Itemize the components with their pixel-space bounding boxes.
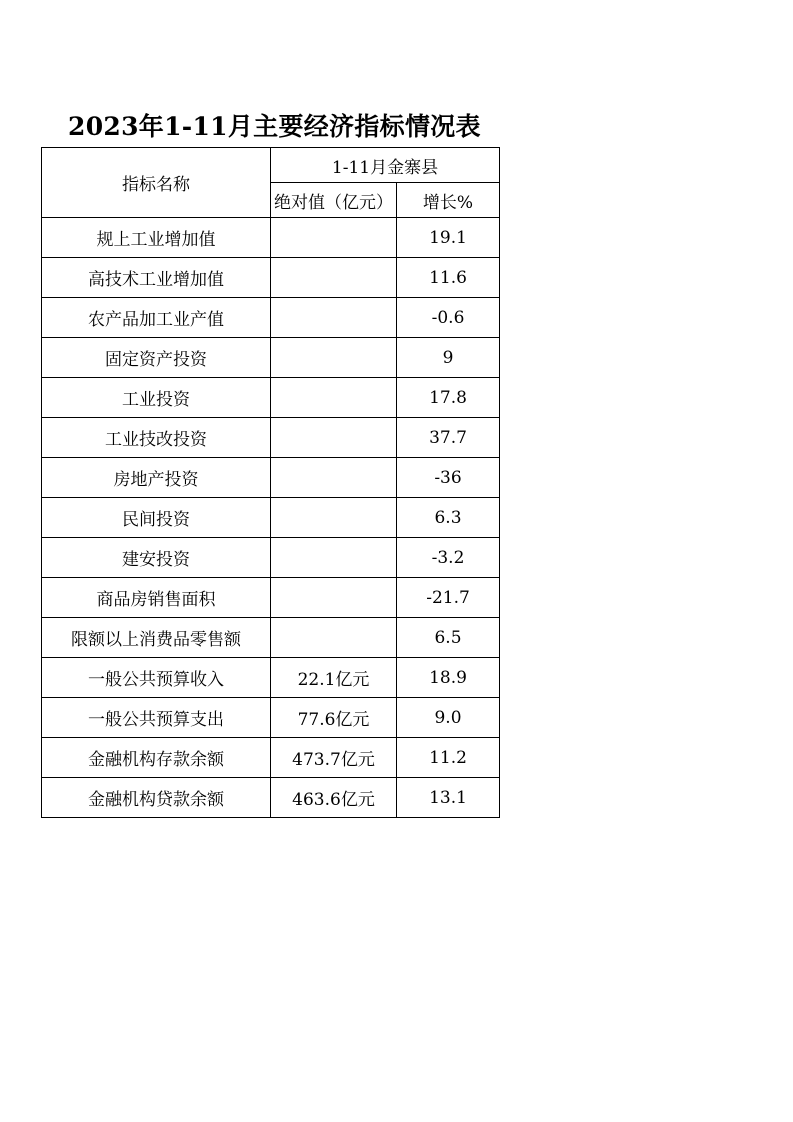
absolute-value-cell: 463.6亿元: [271, 778, 397, 818]
growth-cell: 9.0: [397, 698, 500, 738]
table-row: [42, 498, 500, 538]
indicator-name-cell: 限额以上消费品零售额: [42, 618, 271, 658]
absolute-value-cell: [271, 618, 397, 658]
absolute-value-cell: [271, 498, 397, 538]
absolute-value-cell: [271, 578, 397, 618]
absolute-value-cell: [271, 298, 397, 338]
growth-cell: -36: [397, 458, 500, 498]
indicator-name-cell: 一般公共预算支出: [42, 698, 271, 738]
table-row: [42, 538, 500, 578]
page-title: 2023年1-11月主要经济指标情况表: [68, 112, 481, 141]
table-row: [42, 738, 500, 778]
growth-cell: -0.6: [397, 298, 500, 338]
table-row: [42, 578, 500, 618]
table-row: [42, 218, 500, 258]
indicator-name-cell: 工业技改投资: [42, 418, 271, 458]
growth-cell: 11.6: [397, 258, 500, 298]
absolute-value-cell: [271, 538, 397, 578]
indicator-name-cell: 规上工业增加值: [42, 218, 271, 258]
indicator-name-cell: 金融机构存款余额: [42, 738, 271, 778]
growth-cell: 37.7: [397, 418, 500, 458]
growth-cell: -21.7: [397, 578, 500, 618]
absolute-value-cell: [271, 418, 397, 458]
absolute-value-cell: 22.1亿元: [271, 658, 397, 698]
absolute-value-header: 绝对值（亿元）: [271, 183, 397, 218]
indicator-name-cell: 建安投资: [42, 538, 271, 578]
table-header-row: [42, 148, 500, 183]
growth-cell: 6.5: [397, 618, 500, 658]
absolute-value-cell: [271, 458, 397, 498]
growth-cell: 13.1: [397, 778, 500, 818]
indicator-name-header: 指标名称: [42, 148, 271, 218]
growth-cell: 11.2: [397, 738, 500, 778]
table-row: [42, 458, 500, 498]
table-row: [42, 618, 500, 658]
table-row: [42, 258, 500, 298]
indicator-name-cell: 一般公共预算收入: [42, 658, 271, 698]
indicator-name-cell: 房地产投资: [42, 458, 271, 498]
table-row: [42, 378, 500, 418]
growth-cell: 17.8: [397, 378, 500, 418]
growth-cell: 9: [397, 338, 500, 378]
indicator-name-cell: 固定资产投资: [42, 338, 271, 378]
absolute-value-cell: [271, 338, 397, 378]
growth-header: 增长%: [397, 183, 500, 218]
table-row: [42, 338, 500, 378]
period-header: 1-11月金寨县: [271, 148, 500, 183]
absolute-value-cell: [271, 258, 397, 298]
indicator-name-cell: 商品房销售面积: [42, 578, 271, 618]
absolute-value-cell: [271, 218, 397, 258]
table-row: [42, 418, 500, 458]
indicator-name-cell: 高技术工业增加值: [42, 258, 271, 298]
absolute-value-cell: [271, 378, 397, 418]
growth-cell: 18.9: [397, 658, 500, 698]
table-row: [42, 778, 500, 818]
growth-cell: 19.1: [397, 218, 500, 258]
growth-cell: -3.2: [397, 538, 500, 578]
indicator-name-cell: 金融机构贷款余额: [42, 778, 271, 818]
indicator-table: [41, 147, 500, 818]
indicator-name-cell: 农产品加工业产值: [42, 298, 271, 338]
indicator-name-cell: 工业投资: [42, 378, 271, 418]
absolute-value-cell: 473.7亿元: [271, 738, 397, 778]
table-row: [42, 698, 500, 738]
table-row: [42, 298, 500, 338]
growth-cell: 6.3: [397, 498, 500, 538]
indicator-name-cell: 民间投资: [42, 498, 271, 538]
table-row: [42, 658, 500, 698]
absolute-value-cell: 77.6亿元: [271, 698, 397, 738]
